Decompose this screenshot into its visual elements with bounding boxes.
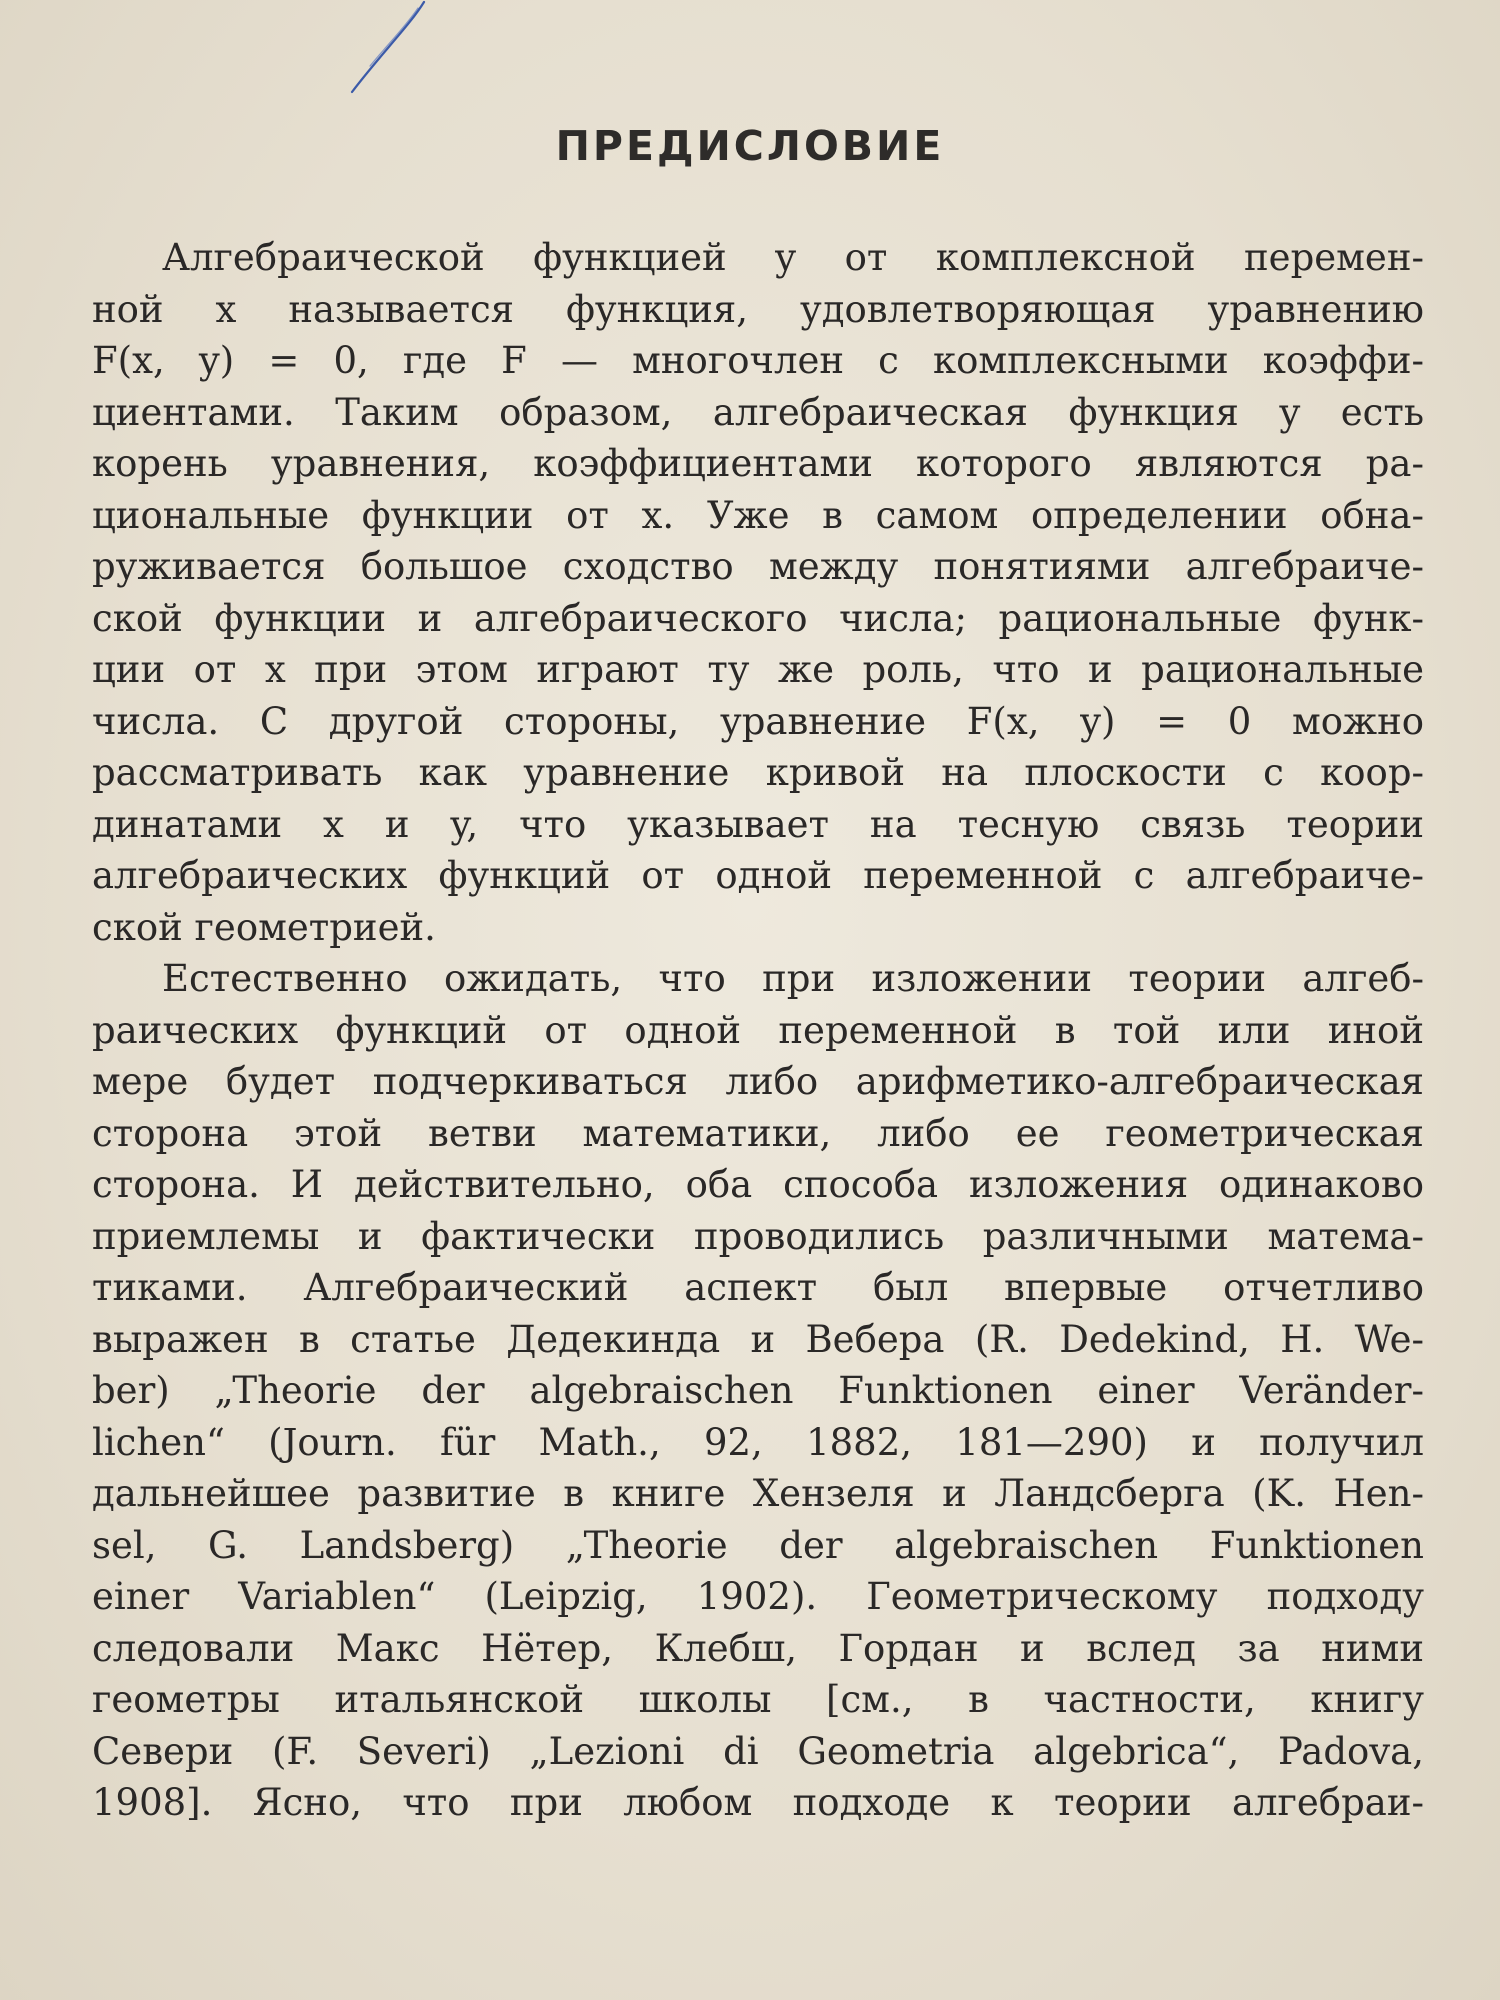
paragraph-1 xyxy=(92,232,1424,953)
paragraph-2-line: дальнейшее развитие в книге Хензеля и Ландсберга (K. Hen- xyxy=(92,1472,1424,1515)
paragraph-1-line: ции от x при этом играют ту же роль, что и рациональные xyxy=(92,648,1424,691)
paragraph-1-line: ной x называется функция, удовлетворяющая уравнению xyxy=(92,287,1424,331)
paragraph-2-line: сторона. И действительно, оба способа изложения одинаково xyxy=(92,1163,1424,1206)
paragraph-2-line: раических функций от одной переменной в той или иной xyxy=(92,1008,1424,1052)
paragraph-2-line: следовали Макс Нётер, Клебш, Гордан и вслед за ними xyxy=(92,1626,1424,1670)
paragraph-1-line: динатами x и y, что указывает на тесную связь теории xyxy=(92,802,1424,846)
paragraph-2-line: выражен в статье Дедекинда и Вебера (R. Dedekind, H. We- xyxy=(92,1317,1424,1361)
paragraph-1-line: корень уравнения, коэффициентами которого являются ра- xyxy=(92,442,1424,485)
paragraph-1-line: циональные функции от x. Уже в самом определении обна- xyxy=(92,493,1424,537)
paragraph-2-line: мере будет подчеркиваться либо арифметико-алгебраическая xyxy=(92,1060,1424,1103)
paragraph-1-line: Алгебраической функцией y от комплексной перемен- xyxy=(162,236,1424,279)
paragraph-1-line: F(x, y) = 0, где F — многочлен с комплексными коэффи- xyxy=(92,339,1424,382)
pen-stroke-mark xyxy=(340,0,430,100)
paragraph-1-line: алгебраических функций от одной переменной с алгебраиче- xyxy=(92,854,1424,897)
paragraph-2-line: ber) „Theorie der algebraischen Funktionen einer Veränder- xyxy=(92,1369,1424,1412)
paragraph-2-line: einer Variablen“ (Leipzig, 1902). Геометрическому подходу xyxy=(92,1575,1424,1618)
paragraph-2 xyxy=(92,953,1424,1829)
paragraph-2-line: sel, G. Landsberg) „Theorie der algebraischen Funktionen xyxy=(92,1523,1424,1567)
paragraph-2-line: приемлемы и фактически проводились различными матема- xyxy=(92,1214,1424,1258)
paragraph-1-line: руживается большое сходство между понятиями алгебраиче- xyxy=(92,545,1424,588)
paragraph-2-line: тиками. Алгебраический аспект был впервые отчетливо xyxy=(92,1266,1424,1309)
paragraph-1-line: ской функции и алгебраического числа; рациональные функ- xyxy=(92,596,1424,640)
paragraph-1-line: циентами. Таким образом, алгебраическая функция y есть xyxy=(92,390,1424,434)
paragraph-1-line: рассматривать как уравнение кривой на плоскости с коор- xyxy=(92,751,1424,794)
paragraph-1-line: числа. С другой стороны, уравнение F(x, y) = 0 можно xyxy=(92,699,1424,743)
paragraph-2-line: Севери (F. Severi) „Lezioni di Geometria algebrica“, Padova, xyxy=(92,1729,1424,1773)
paragraph-1-line: ской геометрией. xyxy=(92,905,436,949)
page-heading: ПРЕДИСЛОВИЕ xyxy=(555,122,945,170)
paragraph-2-line: 1908]. Ясно, что при любом подходе к теории алгебраи- xyxy=(92,1781,1424,1824)
paragraph-2-line: Естественно ожидать, что при изложении теории алгеб- xyxy=(162,957,1424,1000)
paragraph-2-line: геометры итальянской школы [см., в частности, книгу xyxy=(92,1678,1424,1721)
paragraph-2-line: lichen“ (Journ. für Math., 92, 1882, 181—290) и получил xyxy=(92,1420,1424,1464)
body-text xyxy=(92,232,1424,1829)
paragraph-2-line: сторона этой ветви математики, либо ее геометрическая xyxy=(92,1111,1424,1155)
